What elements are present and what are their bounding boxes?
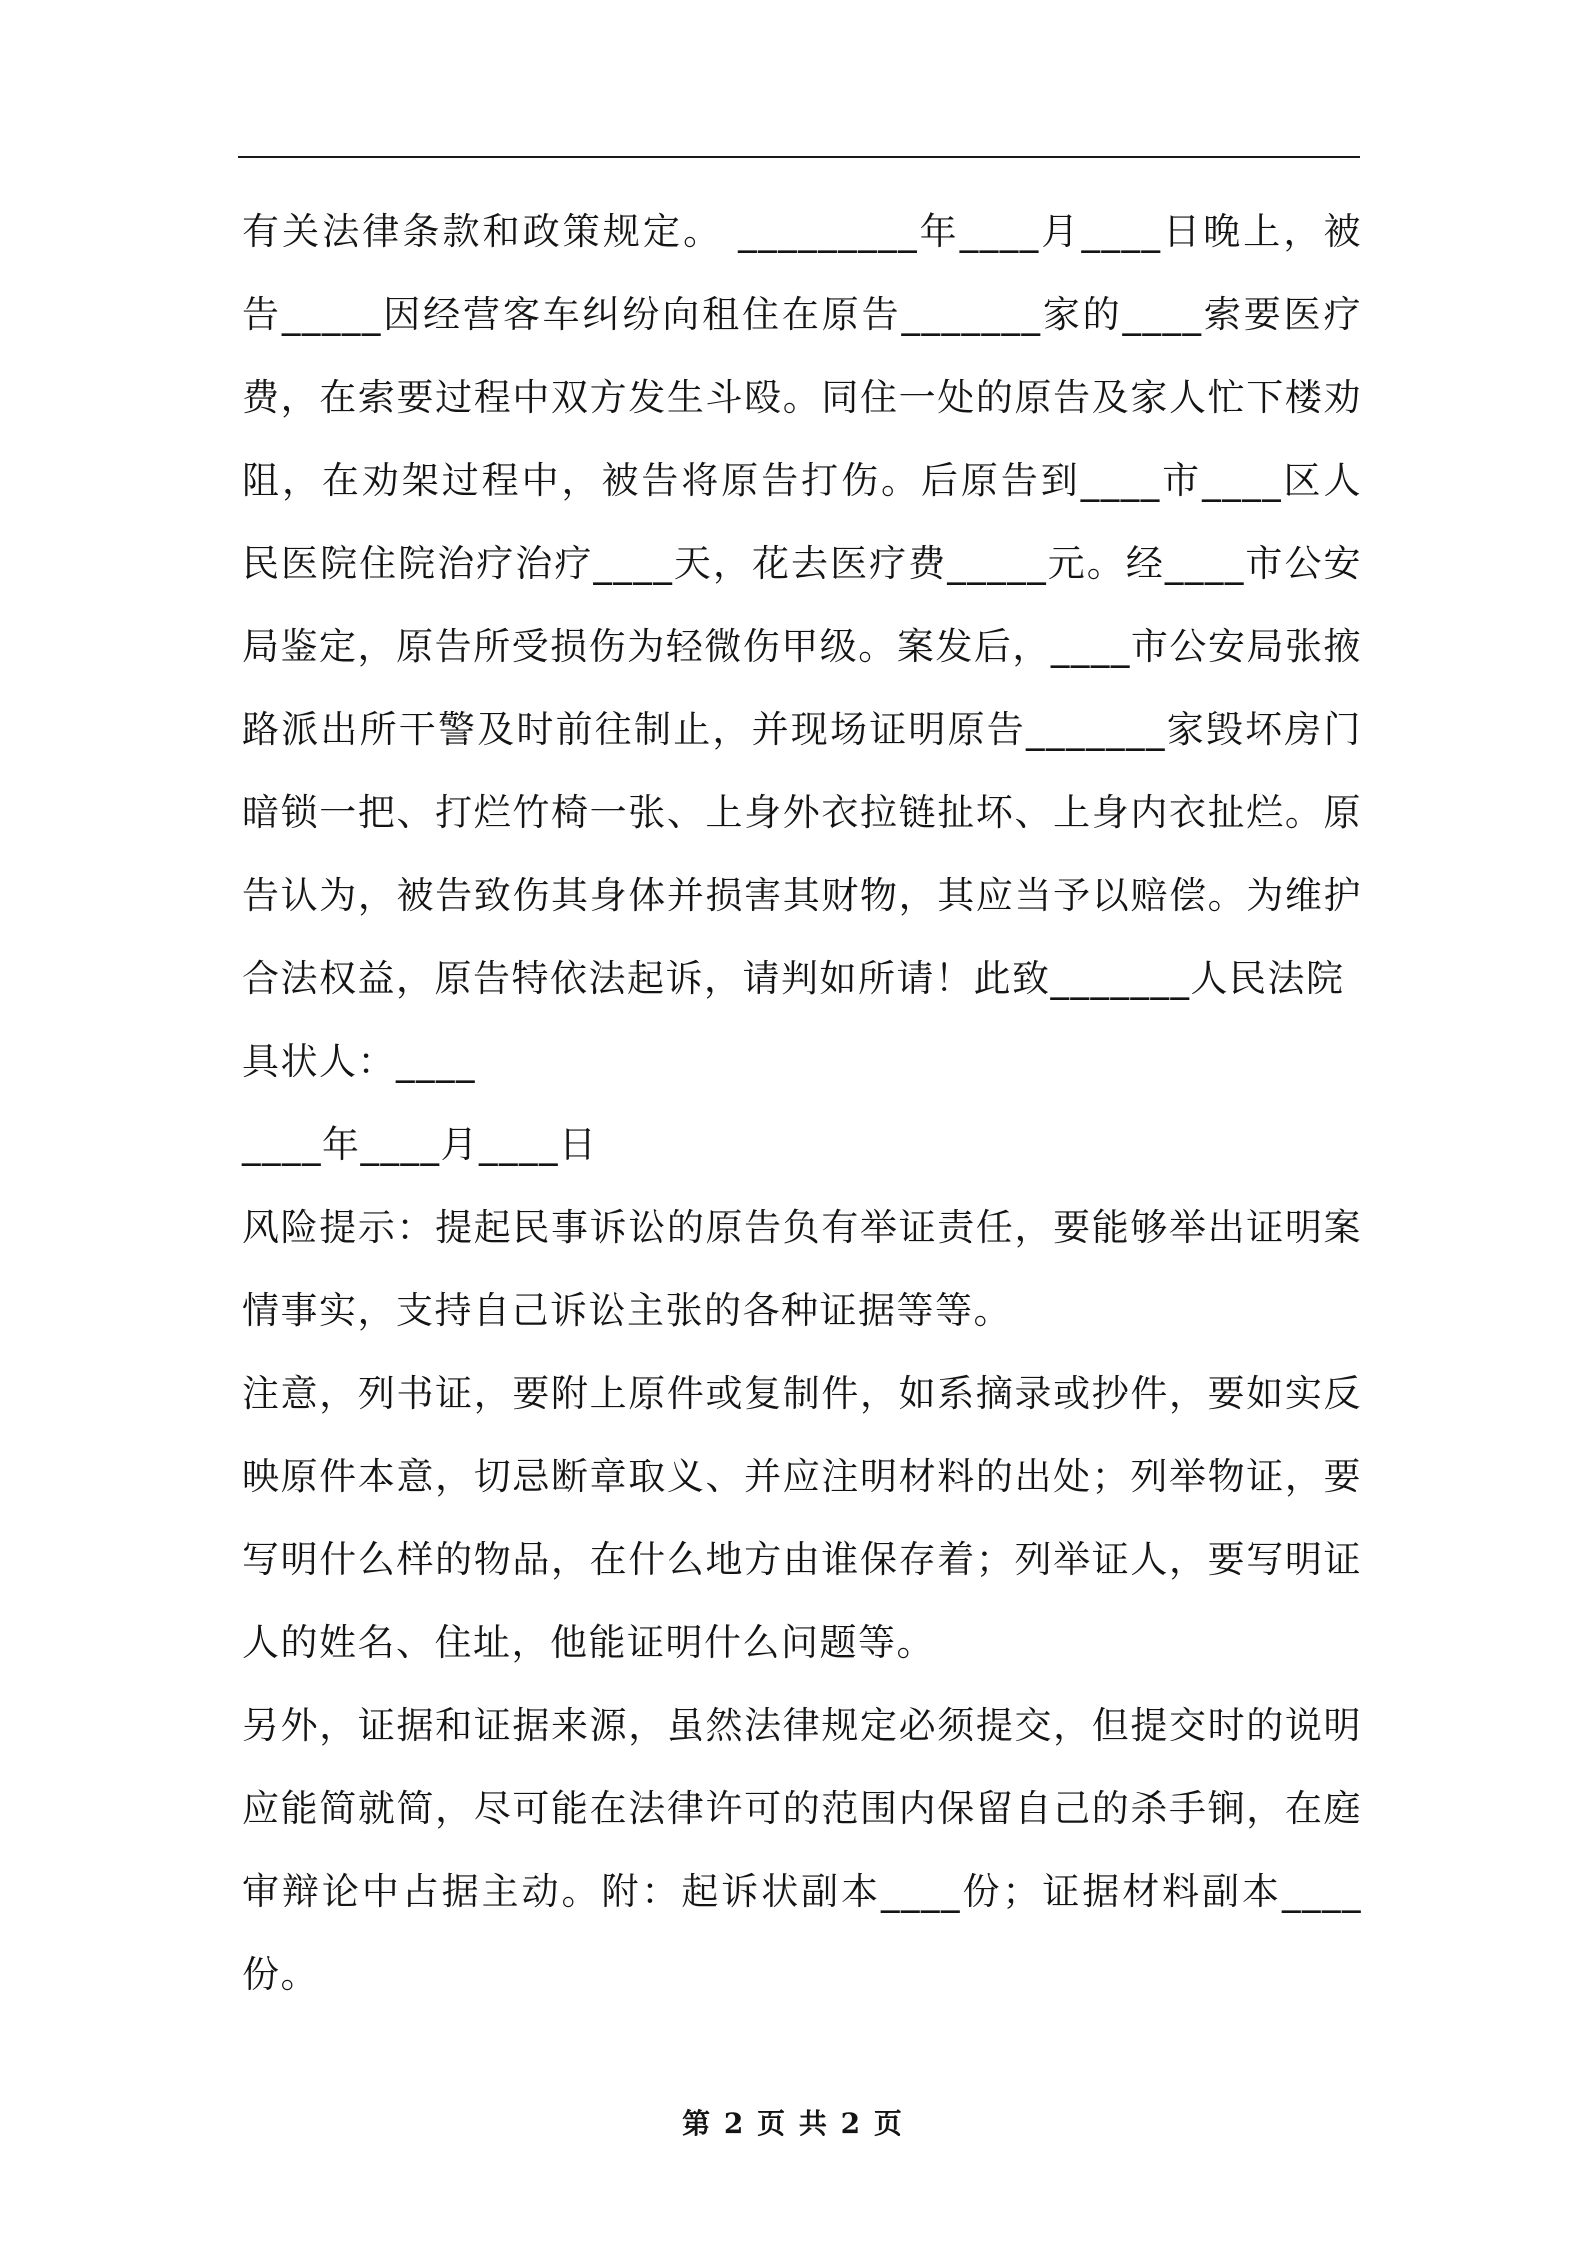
header-divider <box>238 156 1360 158</box>
paragraph-additional: 另外，证据和证据来源，虽然法律规定必须提交，但提交时的说明应能简就简，尽可能在法律许可的范围内保留自己的杀手锏，在庭审辩论中占据主动。附：起诉状副本____份；证据材料副本____份。 <box>242 1704 1362 1996</box>
paragraph-risk-notice: 风险提示：提起民事诉讼的原告负有举证责任，要能够举出证明案情事实，支持自己诉讼主张的各种证据等等。 <box>242 1206 1362 1332</box>
paragraph-complaint-facts: 有关法律条款和政策规定。 _________年____月____日晚上，被告_____因经营客车纠纷向租住在原告_______家的____索要医疗费，在索要过程中双方发生斗殴。同住一处的原告及家人忙下楼劝阻，在劝架过程中，被告将原告打伤。后原告到____市____区人民医院住院治疗治疗____天，花去医疗费_____元。经____市公安局鉴定，原告所受损伤为轻微伤甲级。案发后，____市公安局张掖路派出所干警及时前往制止，并现场证明原告_______家毁坏房门暗锁一把、打烂竹椅一张、上身外衣拉链扯坏、上身内衣扯烂。原告认为，被告致伤其身体并损害其财物，其应当予以赔偿。为维护合法权益，原告特依法起诉，请判如所请！此致_______人民法院 <box>242 210 1362 1000</box>
paragraph-attention: 注意，列书证，要附上原件或复制件，如系摘录或抄件，要如实反映原件本意，切忌断章取义、并应注明材料的出处；列举物证，要写明什么样的物品，在什么地方由谁保存着；列举证人，要写明证人的姓名、住址，他能证明什么问题等。 <box>242 1372 1362 1664</box>
paragraph-plaintiff-signature: 具状人：____ <box>242 1040 476 1083</box>
page-number: 第 2 页 共 2 页 <box>682 2107 904 2140</box>
document-body <box>242 190 1362 2016</box>
paragraph-date: ____年____月____日 <box>242 1123 598 1166</box>
